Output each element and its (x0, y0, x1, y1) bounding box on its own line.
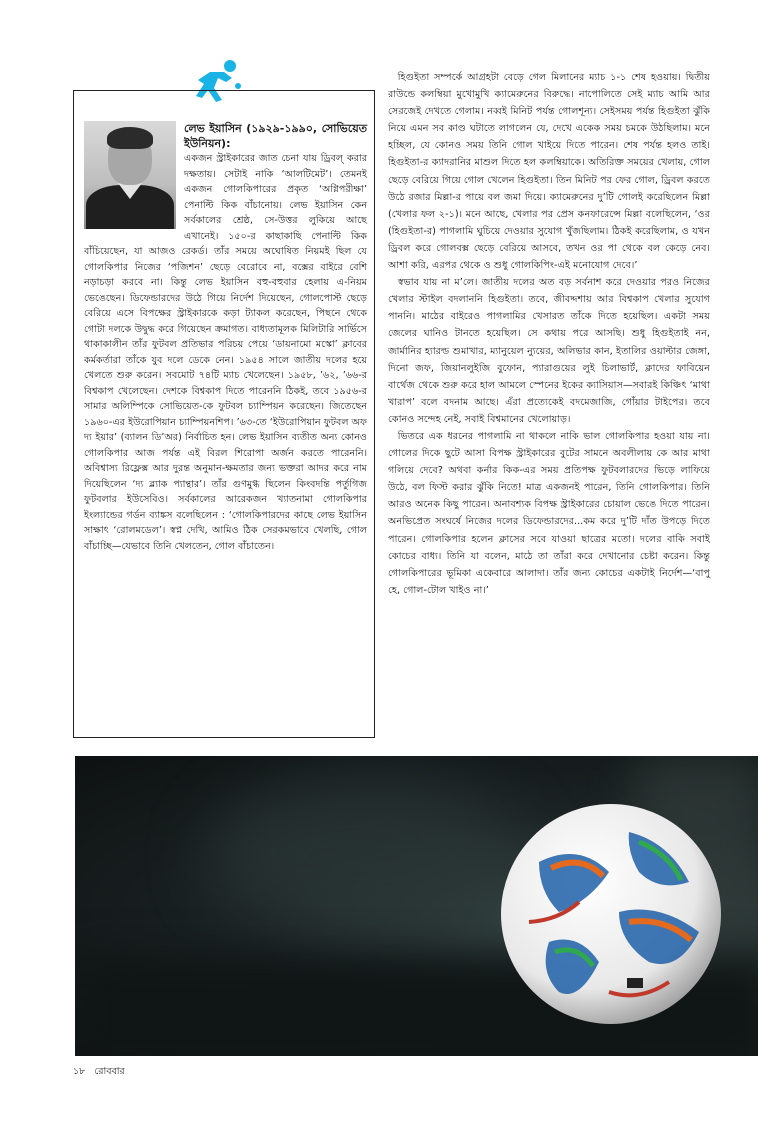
sidebar-box (73, 90, 375, 738)
article-paragraph: হিগুইতা সম্পর্কে আগ্রহটা বেড়ে গেল মিলানের ম্যাচ ১-১ শেষ হওয়ায়। দ্বিতীয় রাউন্ডে কলম্বিয়া মুখোমুখি ক্যামেরুনের বিরুদ্ধে। নাপোলিতে সেই ম্যাচ আমি আর সেরজেই দেখতে গেলাম। নব্বই মিনিট পর্যন্ত গোলশূন্য। সেইসময় পর্যন্ত হিগুইতা ঝুঁকি নিয়ে এমন সব কাণ্ড ঘটাতে লাগলেন যে, দেখে একেক সময় চমকে উঠছিলাম। মনে হচ্ছিল, যে কোনও সময় তিনি গোল খাইয়ে দিতে পারেন। শেষ পর্যন্ত হলও তাই। হিগুইতা-র ক্যাদরানির মাশুল দিতে হল কলম্বিয়াকে। অতিরিক্ত সময়ের খেলায়, গোল ছেড়ে বেরিয়ে গিয়ে গোল খেলেন হিগুইতা। তিন মিনিট পর ফের গোল, ড্রিবল করতে উঠে রজার মিল্লা-র পায়ে বল জমা দিয়ে। ক্যামেরুনের দু’টি গোলই করেছিলেন মিল্লা (খেলার ফল ২-১)। মনে আছে, খেলার পর প্রেস কনফারেন্সে মিল্লা বলেছিলেন, ‘ওর (হিগুইতা-র) পাগলামি ঘুচিয়ে দেওয়ার সুযোগ খুঁজছিলাম। ঠিকই করেছিলাম, ও যখন ড্রিবল করে গোলবক্স ছেড়ে বেরিয়ে আসবে, তখন ওর পা থেকে বল কেড়ে নেব। আশা করি, এরপর থেকে ও শুধু গোলকিপিং-এই মনোযোগ দেবে।’ (388, 72, 710, 272)
page-footer (73, 1065, 125, 1080)
football-photo (75, 756, 758, 1056)
sidebar-title: লেভ ইয়াসিন (১৯২৯-১৯৯০, সোভিয়েত ইউনিয়ন): (184, 122, 367, 150)
portrait-photo (84, 121, 176, 229)
page-number: ১৮ (73, 1066, 86, 1077)
football-icon (499, 802, 723, 1026)
article-paragraph: ভিতরে এক ধরনের পাগলামি না থাকলে নাকি ভাল গোলকিপার হওয়া যায় না। গোলের দিকে ছুটে আসা বিপক্ষ স্ট্রাইকারের বুটের সামনে অবলীলায় কে আর মাথা গলিয়ে দেবে? অথবা কর্নার কিক-এর সময় প্রতিপক্ষ ফুটবলারদের ভিড়ে লাফিয়ে উঠে, বল ফিস্ট করার ঝুঁকি নিতে! মাত্র একজনই পারেন, তিনি গোলকিপার। তিনি আরও অনেক কিছু পারেন। অনাবশ্যক বিপক্ষ স্ট্রাইকারের চোয়াল ভেঙে দিতে পারেন। অনভিপ্রেত সংঘর্ষে নিজের দলের ডিফেন্ডারদের...কম করে দু’টি দাঁত উপড়ে দিতে পারেন। গোলকিপার হলেন ক্লাসের সবে যাওয়া ছাত্রের মতো। দলের বাকি সবাই কোচের বাধ্য। তিনি যা বলেন, মাঠে তা তাঁরা করে দেখানোর চেষ্টা করেন। কিন্তু গোলকিপারের ভূমিকা একেবারে আলাদা। তাঁর জন্য কোচের একটাই নির্দেশ—‘বাপু হে, গোল-টোল খাইও না।’ (388, 430, 710, 596)
article-paragraph: স্বভাব যায় না ম’লে। জাতীয় দলের অত বড় সর্বনাশ করে দেওয়ার পরও নিজের খেলার স্টাইল বদলাননি হিগুইতা। তবে, জীবদ্দশায় আর বিশ্বকাপ খেলার সুযোগ পাননি। মাঠের বাইরেও পাগলামির খেসারত তাঁকে দিতে হয়েছিল। একটা সময় জেলের ঘানিও টানতে হয়েছিল। সে কথায় পরে আসছি। শুধু হিগুইতাই নন, জার্মানির হ্যারল্ড শুমাখার, ম্যানুয়েল ন্যুয়ের, অলিভার কান, ইতালির ওয়াল্টার জেঙ্গা, দিনো জফ, জিয়ানলুইজি বুফোন, প্যারাগুয়ের লুই চিলাভার্ট, ক্লাদের ফাবিয়েন বার্থেজ থেকে শুরু করে হাল আমলে স্পেনের ইকের ক্যাসিয়াস—সবারই কিঞ্চিৎ ‘মাথা খারাপ’ বলে বদনাম আছে। এঁরা প্রত্যেকেই বদমেজাজি, গোঁয়ার টাইপের। তবে কোনও সন্দেহ নেই, সবাই বিশ্বমানের খেলোয়াড়। (388, 277, 710, 425)
article-column (388, 69, 710, 599)
sidebar-body: একজন স্ট্রাইকারের জাত চেনা যায় ড্রিবল্ করার দক্ষতায়। সেটাই নাকি ‘আলটিমেট’। তেমনই একজন গোলকিপারের প্রকৃত ‘অগ্নিপরীক্ষা’ পেনাল্টি কিক বাঁচানোয়। লেভ ইয়াসিন কেন সর্বকালের শ্রেষ্ঠ, সে-উত্তর লুকিয়ে আছে এখানেই। ১৫০-র কাছাকাছি পেনাল্টি কিক বাঁচিয়েছেন, যা আজও রেকর্ড। তাঁর সময়ে অঘোষিত নিয়মই ছিল যে গোলকিপার নিজের ‘পজিশন’ ছেড়ে বেরোবে না, বক্সের বাইরে বেশি নড়াচড়া করবে না। কিন্তু লেভ ইয়াসিন বহু-বহুবার হেলায় এ-নিয়ম ভেঙেছেন। ডিফেন্ডারদের উঠে গিয়ে নির্দেশ দিয়েছেন, গোলপোস্ট ছেড়ে বেরিয়ে এসে বিপক্ষের স্ট্রাইকারকে কড়া ট্যাকল করেছেন, পিছনে থেকে গোটা দলকে উদ্বুদ্ধ করে গিয়েছেন ক্রমাগত। বাধ্যতামূলক মিলিটারি সার্ভিসে থাকাকালীন তাঁর ফুটবল প্রতিভার পরিচয় পেয়ে ‘ডায়নামো মস্কো’ ক্লাবের কর্মকর্তারা তাঁকে যুব দলে ডেকে নেন। ১৯৫৪ সালে জাতীয় দলের হয়ে খেলতে শুরু করেন। সবমোট ৭৪টি ম্যাচ খেলেছেন। ১৯৫৮, ’৬২, ’৬৬-র বিশ্বকাপ খেলেছেন। দেশকে বিশ্বকাপ দিতে পারেননি ঠিকই, তবে ১৯৫৬-র সামার অলিম্পিকে সোভিয়েত-কে ফুটবল চ্যাম্পিয়ন করেছেন। জিতেছেন ১৯৬০-এর ইউরোপিয়ান চ্যাম্পিয়নশিপ। ’৬৩-তে ‘ইউরোপিয়ান ফুটবল অফ দ্য ইয়ার’ (ব্যালন ডি’অর) নির্বাচিত হন। লেভ ইয়াসিন ব্যতীত অন্য কোনও গোলকিপার আজ পর্যন্ত এই বিরল শিরোপা অর্জন করতে পারেননি। অবিশ্বাস্য রিফ্লেক্স আর দুরন্ত অনুমান-ক্ষমতার জন্য ভক্তরা আদর করে নাম দিয়েছিলেন ‘দ্য ব্ল্যাক প্যান্থার’। তাঁর গুণমুগ্ধ ছিলেন কিংবদন্তি পর্তুগিজ ফুটবলার ইউসেবিও। সর্বকালের আরেকজন খ্যাতনামা গোলকিপার ইংল্যান্ডের গর্ডন ব্যাঙ্কস বলেছিলেন : ‘গোলকিপারদের কাছে লেভ ইয়াসিন সাক্ষাৎ ‘রোলমডেল’। স্বপ্ন দেখি, আমিও ঠিক সেরকমভাবে খেলছি, গোল বাঁচাচ্ছি—যেভাবে তিনি খেলতেন, গোল বাঁচাতেন। (84, 153, 367, 552)
magazine-name: রোববার (94, 1066, 125, 1077)
